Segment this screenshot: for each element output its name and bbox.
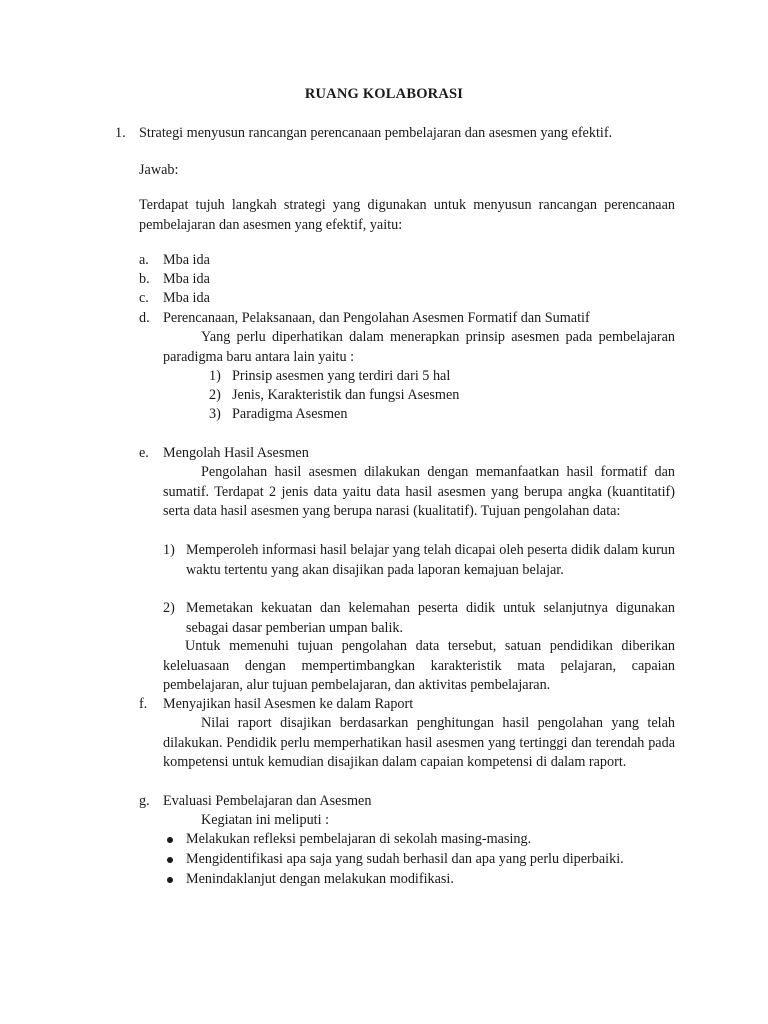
item-e-sub-1-text: Memperoleh informasi hasil belajar yang telah dicapai oleh peserta didik dalam kurun waktu tertentu yang akan disajikan pada laporan kemajuan belajar. <box>186 542 675 578</box>
item-d-sub-3-marker: 3) <box>209 406 221 422</box>
item-c-marker: c. <box>139 290 149 306</box>
item-f-marker: f. <box>139 696 148 712</box>
item-e-sub-1-marker: 1) <box>163 542 175 558</box>
item-g-paragraph: Kegiatan ini meliputi : <box>201 812 330 828</box>
item-a-label: Mba ida <box>163 252 210 268</box>
item-e-label: Mengolah Hasil Asesmen <box>163 445 309 461</box>
item-d-sub-2-text: Jenis, Karakteristik dan fungsi Asesmen <box>232 387 460 403</box>
bullet-icon <box>167 837 173 843</box>
item-d-sub-2-marker: 2) <box>209 387 221 403</box>
item-g-label: Evaluasi Pembelajaran dan Asesmen <box>163 793 372 809</box>
item-d-label: Perencanaan, Pelaksanaan, dan Pengolahan Asesmen Formatif dan Sumatif <box>163 310 590 326</box>
page-title: RUANG KOLABORASI <box>304 86 464 102</box>
item-b-marker: b. <box>139 271 150 287</box>
item-g-bullet-2: Mengidentifikasi apa saja yang sudah berhasil dan apa yang perlu diperbaiki. <box>186 851 624 867</box>
item-g-marker: g. <box>139 793 150 809</box>
item-e-closing: Untuk memenuhi tujuan pengolahan data tersebut, satuan pendidikan diberikan keleluasaan dengan mempertimbangkan karakteristik mata pelajaran, capaian pembelajaran, alur tujuan pembelajaran, dan aktivitas pembelajaran. <box>163 638 675 693</box>
item-f-label: Menyajikan hasil Asesmen ke dalam Raport <box>163 696 414 712</box>
bullet-icon <box>167 857 173 863</box>
item-f-paragraph: Nilai raport disajikan berdasarkan penghitungan hasil pengolahan yang telah dilakukan. Pendidik perlu memperhatikan hasil asesmen yang tertinggi dan terendah pada kompetensi untuk kemudian disajikan dalam capaian kompetensi di dalam raport. <box>163 715 675 770</box>
answer-label: Jawab: <box>139 162 179 178</box>
question-text: Strategi menyusun rancangan perencanaan pembelajaran dan asesmen yang efektif. <box>139 125 613 141</box>
item-e-paragraph: Pengolahan hasil asesmen dilakukan dengan memanfaatkan hasil formatif dan sumatif. Terdapat 2 jenis data yaitu data hasil asesmen yang berupa angka (kuantitatif) serta data hasil asesmen yang berupa narasi (kualitatif). Tujuan pengolahan data: <box>163 464 675 519</box>
item-c-label: Mba ida <box>163 290 210 306</box>
item-g-bullet-1: Melakukan refleksi pembelajaran di sekolah masing-masing. <box>186 831 532 847</box>
item-d-sub-1-text: Prinsip asesmen yang terdiri dari 5 hal <box>232 368 451 384</box>
item-e-sub-2-marker: 2) <box>163 600 175 616</box>
item-a-marker: a. <box>139 252 149 268</box>
item-d-sub-3-text: Paradigma Asesmen <box>232 406 348 422</box>
item-d-sub-1-marker: 1) <box>209 368 221 384</box>
item-e-marker: e. <box>139 445 149 461</box>
question-number: 1. <box>115 125 126 141</box>
item-g-bullet-3: Menindaklanjut dengan melakukan modifikasi. <box>186 871 454 887</box>
item-b-label: Mba ida <box>163 271 210 287</box>
bullet-icon <box>167 877 173 883</box>
item-e-sub-2-text: Memetakan kekuatan dan kelemahan peserta didik untuk selanjutnya digunakan sebagai dasar pemberian umpan balik. <box>186 600 675 636</box>
answer-intro: Terdapat tujuh langkah strategi yang digunakan untuk menyusun rancangan perencanaan pembelajaran dan asesmen yang efektif, yaitu: <box>139 197 675 233</box>
item-d-marker: d. <box>139 310 150 326</box>
item-d-paragraph: Yang perlu diperhatikan dalam menerapkan prinsip asesmen pada pembelajaran paradigma baru antara lain yaitu : <box>163 329 675 365</box>
